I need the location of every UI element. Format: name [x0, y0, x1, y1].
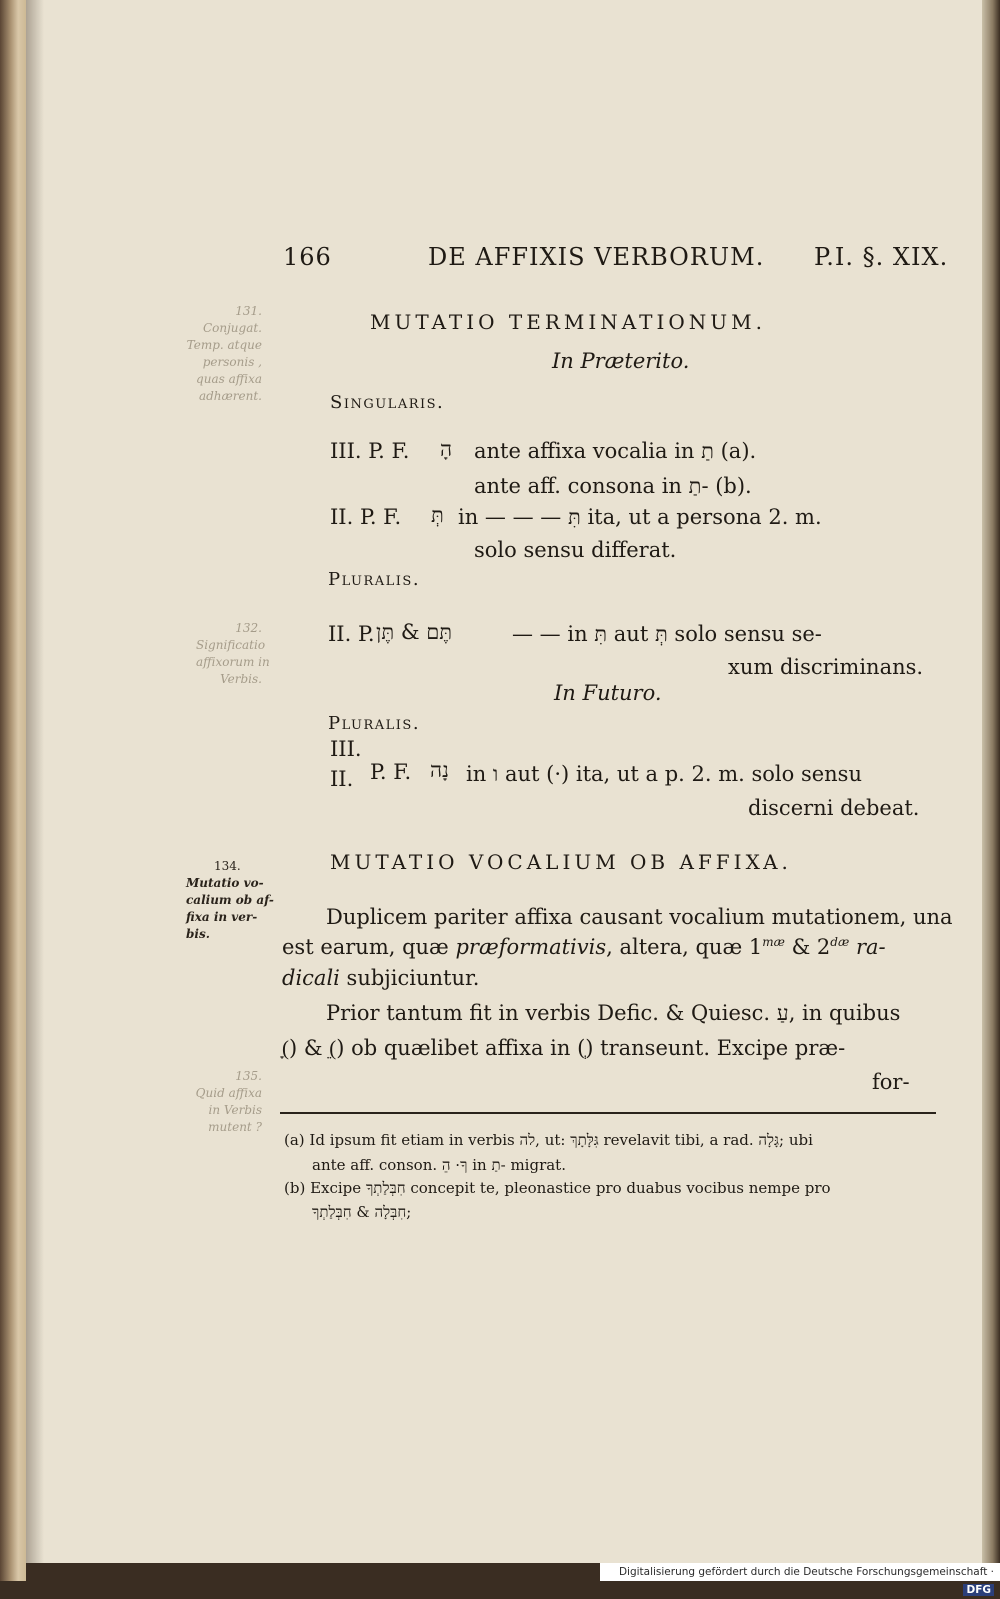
footnote-a-cont: ante aff. conson. ךָ· הֵ in תַ- migrat. [312, 1156, 566, 1174]
margin-note-135: 135. Quid affixa in Verbis mutent ? [195, 1069, 262, 1134]
paragraph-line: (ָ) & (ֵ) ob quælibet affixa in (ְ) transeunt. Excipe præ- [282, 1036, 846, 1060]
line-text: solo sensu differat. [474, 538, 677, 562]
heading-mutatio-terminationum: MUTATIO TERMINATIONUM. [370, 310, 766, 334]
footnote-a: (a) Id ipsum fit etiam in verbis לה, ut: גִּלָּתָךְ revelavit tibi, a rad. גָּלָה; ubi [284, 1131, 813, 1149]
margin-note-131: 131. Conjugat. Temp. atque personis , quas affixa adhærent. [186, 304, 262, 403]
hebrew-form: הָ [440, 437, 453, 461]
label-pluralis: Pluralis. [328, 713, 421, 734]
paragraph-line: Duplicem pariter affixa causant vocalium mutationem, una [326, 905, 953, 929]
digitization-credit [600, 1563, 1000, 1596]
paragraph-line: est earum, quæ præformativis, altera, quæ $1^{mæ}$ & $2^{dæ}$ ra- [282, 935, 886, 959]
line-text: xum discriminans. [728, 655, 924, 679]
subheading-in-futuro: In Futuro. [554, 681, 662, 705]
line-label: II. P. [328, 622, 375, 646]
heading-mutatio-vocalium: MUTATIO VOCALIUM OB AFFIXA. [330, 850, 792, 874]
hebrew-form: נָה [430, 758, 449, 782]
hebrew-form: תְּ [431, 503, 444, 527]
line-text: discerni debeat. [748, 796, 920, 820]
dfg-logo: DFG [963, 1584, 994, 1596]
line-label: III. [330, 737, 362, 761]
subheading-in-praeterito: In Præterito. [552, 349, 690, 373]
running-title: DE AFFIXIS VERBORUM. [428, 243, 765, 271]
credit-text: Digitalisierung gefördert durch die Deutsche Forschungsgemeinschaft · [618, 1566, 994, 1578]
line-label: II. [330, 767, 354, 791]
margin-note-132: 132. Significatio affixorum in Verbis. [196, 621, 270, 686]
line-label: P. F. [370, 760, 412, 784]
paragraph-line: dicali subjiciuntur. [282, 966, 480, 990]
line-text: — — in תִּ aut תְּ solo sensu se- [512, 622, 822, 646]
footnote-b-cont: חִבְּלָה & חִבְּלַתְךָ; [312, 1203, 412, 1221]
footnote-b: (b) Excipe חִבְּלַתְךָ concepit te, pleonastice pro duabus vocibus nempe pro [284, 1179, 831, 1197]
page-gutter-shadow [26, 0, 44, 1563]
hebrew-form: תֶּם & תֶּן [376, 620, 453, 644]
section-mark: P.I. §. XIX. [814, 243, 949, 271]
line-text: in ו aut (·) ita, ut a p. 2. m. solo sensu [466, 762, 862, 786]
page-right-edge [982, 0, 1000, 1563]
footnote-rule [280, 1112, 936, 1114]
paragraph-line: Prior tantum fit in verbis Defic. & Quiesc. עַ, in quibus [326, 1001, 901, 1025]
margin-note-134: 134. Mutatio vo- calium ob af- fixa in ver- bis. [186, 859, 274, 941]
line-text: in — — — תִּ ita, ut a persona 2. m. [458, 505, 822, 529]
line-text: ante aff. consona in תַ- (b). [474, 474, 752, 498]
book-spine-edge [0, 0, 26, 1581]
paragraph-line: for- [872, 1070, 910, 1094]
line-label: II. P. F. [330, 505, 402, 529]
page-number: 166 [283, 243, 332, 271]
line-label: III. P. F. [330, 439, 410, 463]
label-singularis: Singularis. [330, 392, 445, 413]
label-pluralis: Pluralis. [328, 569, 421, 590]
line-text: ante affixa vocalia in תַ (a). [474, 439, 757, 463]
